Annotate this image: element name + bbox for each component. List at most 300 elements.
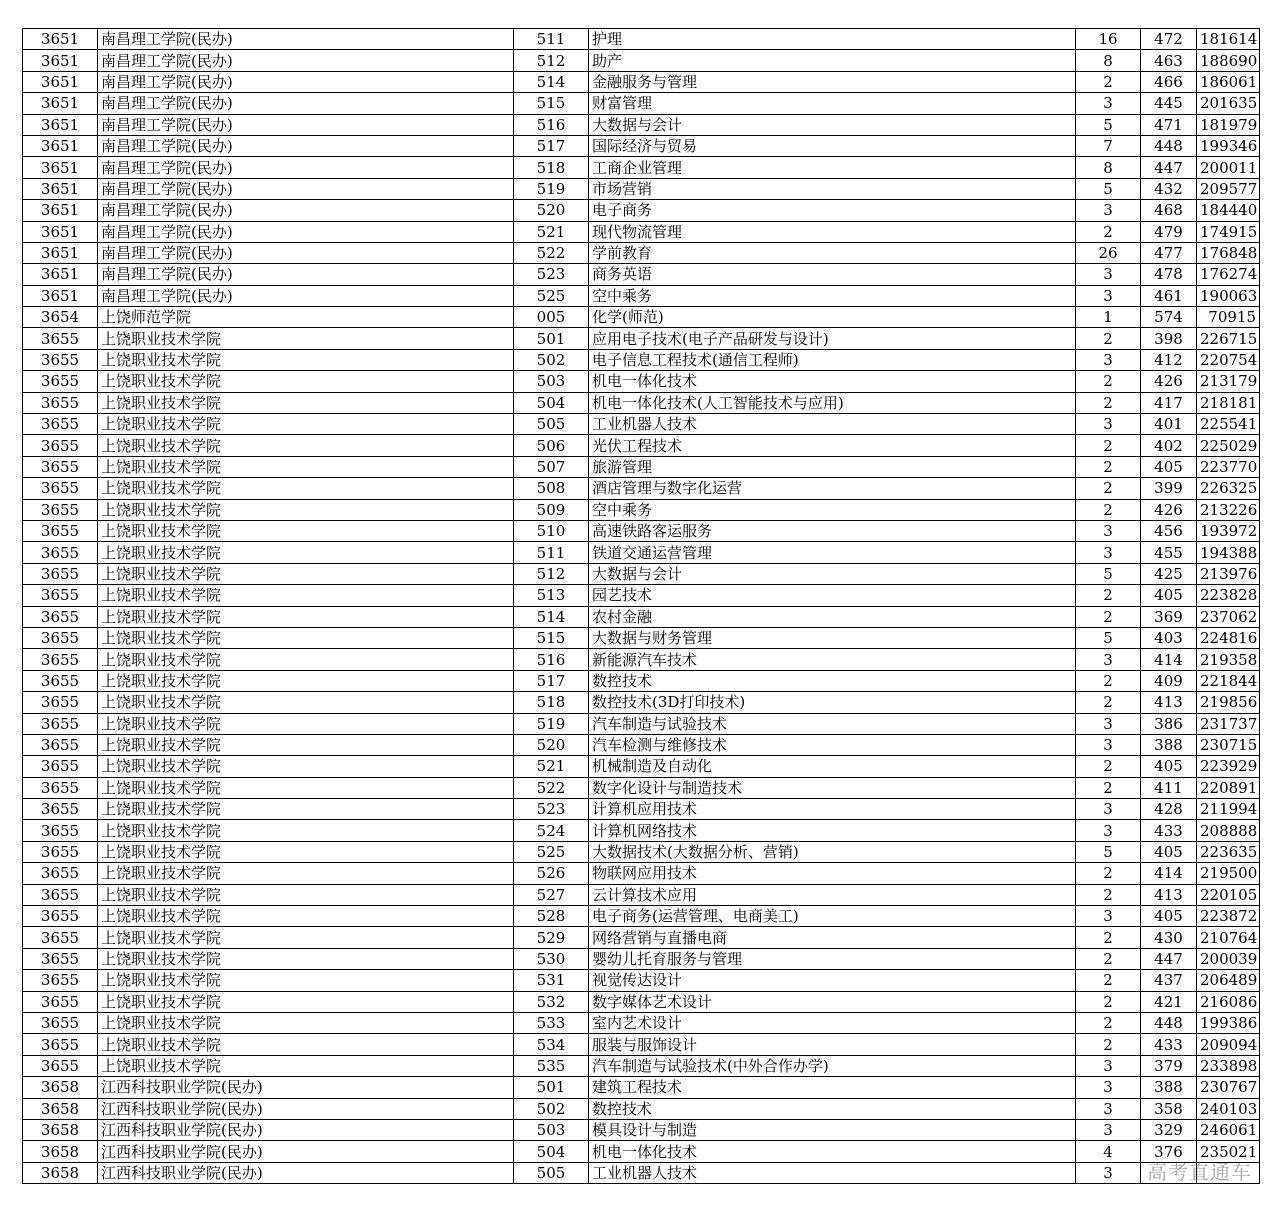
school-name-cell: 江西科技职业学院(民办) (98, 1077, 514, 1098)
school-code-cell: 3655 (23, 627, 98, 648)
min-score-cell: 412 (1141, 349, 1197, 370)
table-row (23, 585, 1260, 606)
min-score-cell: 388 (1141, 1077, 1197, 1098)
table-row (23, 670, 1260, 691)
min-score-cell: 413 (1141, 692, 1197, 713)
rank-cell: 223635 (1197, 841, 1260, 862)
table-row (23, 157, 1260, 178)
school-code-cell: 3658 (23, 1077, 98, 1098)
min-score-cell: 466 (1141, 71, 1197, 92)
rank-cell: 219358 (1197, 649, 1260, 670)
major-code-cell: 524 (514, 820, 589, 841)
table-row (23, 456, 1260, 477)
min-score-cell: 448 (1141, 1012, 1197, 1033)
plan-count-cell: 2 (1076, 328, 1141, 349)
school-code-cell: 3655 (23, 414, 98, 435)
school-name-cell: 上饶职业技术学院 (98, 863, 514, 884)
major-code-cell: 519 (514, 178, 589, 199)
school-code-cell: 3651 (23, 200, 98, 221)
major-code-cell: 512 (514, 563, 589, 584)
min-score-cell: 455 (1141, 542, 1197, 563)
rank-cell: 208888 (1197, 820, 1260, 841)
min-score-cell: 329 (1141, 1119, 1197, 1140)
school-name-cell: 上饶职业技术学院 (98, 734, 514, 755)
major-name-cell: 婴幼儿托育服务与管理 (589, 948, 1076, 969)
school-code-cell: 3655 (23, 478, 98, 499)
rank-cell: 230767 (1197, 1077, 1260, 1098)
school-name-cell: 南昌理工学院(民办) (98, 285, 514, 306)
rank-cell: 221844 (1197, 670, 1260, 691)
major-code-cell: 518 (514, 692, 589, 713)
plan-count-cell: 2 (1076, 970, 1141, 991)
school-name-cell: 上饶职业技术学院 (98, 777, 514, 798)
major-name-cell: 建筑工程技术 (589, 1077, 1076, 1098)
major-name-cell: 数字媒体艺术设计 (589, 991, 1076, 1012)
major-code-cell: 532 (514, 991, 589, 1012)
school-name-cell: 上饶职业技术学院 (98, 349, 514, 370)
school-code-cell: 3655 (23, 649, 98, 670)
rank-cell: 231737 (1197, 713, 1260, 734)
min-score-cell: 398 (1141, 328, 1197, 349)
school-name-cell: 上饶职业技术学院 (98, 585, 514, 606)
plan-count-cell: 3 (1076, 799, 1141, 820)
school-name-cell: 上饶职业技术学院 (98, 991, 514, 1012)
major-code-cell: 502 (514, 349, 589, 370)
school-code-cell: 3655 (23, 948, 98, 969)
major-name-cell: 化学(师范) (589, 307, 1076, 328)
major-code-cell: 521 (514, 221, 589, 242)
major-code-cell: 516 (514, 649, 589, 670)
rank-cell: 186061 (1197, 71, 1260, 92)
plan-count-cell: 2 (1076, 392, 1141, 413)
table-row (23, 606, 1260, 627)
table-row (23, 114, 1260, 135)
major-name-cell: 电子信息工程技术(通信工程师) (589, 349, 1076, 370)
major-code-cell: 509 (514, 499, 589, 520)
school-name-cell: 上饶职业技术学院 (98, 520, 514, 541)
major-name-cell: 农村金融 (589, 606, 1076, 627)
school-code-cell: 3655 (23, 970, 98, 991)
major-name-cell: 金融服务与管理 (589, 71, 1076, 92)
table-row (23, 520, 1260, 541)
table-row (23, 178, 1260, 199)
major-name-cell: 财富管理 (589, 93, 1076, 114)
table-row (23, 542, 1260, 563)
table-row (23, 1141, 1260, 1162)
school-code-cell: 3655 (23, 1012, 98, 1033)
school-code-cell: 3655 (23, 585, 98, 606)
rank-cell: 206489 (1197, 970, 1260, 991)
min-score-cell: 445 (1141, 93, 1197, 114)
school-code-cell: 3655 (23, 777, 98, 798)
major-code-cell: 505 (514, 414, 589, 435)
school-name-cell: 上饶职业技术学院 (98, 756, 514, 777)
school-name-cell: 上饶职业技术学院 (98, 649, 514, 670)
plan-count-cell: 5 (1076, 627, 1141, 648)
major-name-cell: 电子商务 (589, 200, 1076, 221)
school-name-cell: 上饶职业技术学院 (98, 563, 514, 584)
min-score-cell: 472 (1141, 29, 1197, 50)
major-code-cell: 531 (514, 970, 589, 991)
table-row (23, 563, 1260, 584)
school-name-cell: 上饶职业技术学院 (98, 841, 514, 862)
school-name-cell: 南昌理工学院(民办) (98, 264, 514, 285)
major-code-cell: 505 (514, 1162, 589, 1183)
rank-cell: 237062 (1197, 606, 1260, 627)
school-code-cell: 3651 (23, 114, 98, 135)
plan-count-cell: 3 (1076, 1162, 1141, 1183)
plan-count-cell: 2 (1076, 456, 1141, 477)
school-name-cell: 南昌理工学院(民办) (98, 242, 514, 263)
rank-cell: 181979 (1197, 114, 1260, 135)
rank-cell: 213226 (1197, 499, 1260, 520)
major-name-cell: 网络营销与直播电商 (589, 927, 1076, 948)
school-code-cell: 3651 (23, 157, 98, 178)
major-name-cell: 服装与服饰设计 (589, 1034, 1076, 1055)
table-row (23, 1077, 1260, 1098)
school-name-cell: 上饶职业技术学院 (98, 456, 514, 477)
major-name-cell: 酒店管理与数字化运营 (589, 478, 1076, 499)
major-name-cell: 云计算技术应用 (589, 884, 1076, 905)
major-code-cell: 510 (514, 520, 589, 541)
plan-count-cell: 2 (1076, 1012, 1141, 1033)
rank-cell: 219500 (1197, 863, 1260, 884)
min-score-cell: 425 (1141, 563, 1197, 584)
school-code-cell: 3655 (23, 713, 98, 734)
rank-cell: 176848 (1197, 242, 1260, 263)
rank-cell: 201635 (1197, 93, 1260, 114)
school-name-cell: 上饶职业技术学院 (98, 927, 514, 948)
major-code-cell: 534 (514, 1034, 589, 1055)
school-code-cell: 3651 (23, 264, 98, 285)
min-score-cell: 426 (1141, 499, 1197, 520)
school-name-cell: 上饶职业技术学院 (98, 713, 514, 734)
school-name-cell: 南昌理工学院(民办) (98, 71, 514, 92)
table-row (23, 242, 1260, 263)
major-name-cell: 数控技术 (589, 670, 1076, 691)
school-name-cell: 上饶职业技术学院 (98, 1012, 514, 1033)
school-code-cell: 3655 (23, 563, 98, 584)
min-score-cell: 413 (1141, 884, 1197, 905)
school-name-cell: 上饶职业技术学院 (98, 799, 514, 820)
rank-cell: 223929 (1197, 756, 1260, 777)
plan-count-cell: 5 (1076, 841, 1141, 862)
plan-count-cell: 2 (1076, 606, 1141, 627)
plan-count-cell: 2 (1076, 927, 1141, 948)
min-score-cell: 405 (1141, 456, 1197, 477)
rank-cell: 224816 (1197, 627, 1260, 648)
school-name-cell: 南昌理工学院(民办) (98, 29, 514, 50)
major-name-cell: 物联网应用技术 (589, 863, 1076, 884)
major-name-cell: 国际经济与贸易 (589, 135, 1076, 156)
school-code-cell: 3655 (23, 1055, 98, 1076)
min-score-cell: 405 (1141, 841, 1197, 862)
school-name-cell: 上饶职业技术学院 (98, 820, 514, 841)
major-code-cell: 528 (514, 906, 589, 927)
min-score-cell: 479 (1141, 221, 1197, 242)
min-score-cell: 405 (1141, 585, 1197, 606)
plan-count-cell: 3 (1076, 1055, 1141, 1076)
rank-cell: 235021 (1197, 1141, 1260, 1162)
major-name-cell: 空中乘务 (589, 499, 1076, 520)
rank-cell: 220754 (1197, 349, 1260, 370)
min-score-cell: 574 (1141, 307, 1197, 328)
major-name-cell: 汽车制造与试验技术 (589, 713, 1076, 734)
min-score-cell: 411 (1141, 777, 1197, 798)
major-code-cell: 522 (514, 242, 589, 263)
min-score-cell: 405 (1141, 756, 1197, 777)
school-name-cell: 江西科技职业学院(民办) (98, 1098, 514, 1119)
school-name-cell: 上饶职业技术学院 (98, 328, 514, 349)
major-code-cell: 513 (514, 585, 589, 606)
table-row (23, 970, 1260, 991)
table-row (23, 414, 1260, 435)
school-name-cell: 上饶职业技术学院 (98, 542, 514, 563)
major-code-cell: 525 (514, 841, 589, 862)
major-name-cell: 旅游管理 (589, 456, 1076, 477)
school-name-cell: 南昌理工学院(民办) (98, 200, 514, 221)
rank-cell: 233898 (1197, 1055, 1260, 1076)
school-name-cell: 江西科技职业学院(民办) (98, 1162, 514, 1183)
major-name-cell: 大数据与财务管理 (589, 627, 1076, 648)
school-name-cell: 上饶职业技术学院 (98, 692, 514, 713)
school-code-cell: 3651 (23, 71, 98, 92)
plan-count-cell: 3 (1076, 1119, 1141, 1140)
plan-count-cell: 3 (1076, 93, 1141, 114)
school-name-cell: 上饶职业技术学院 (98, 499, 514, 520)
rank-cell: 190063 (1197, 285, 1260, 306)
school-code-cell: 3651 (23, 135, 98, 156)
school-name-cell: 南昌理工学院(民办) (98, 157, 514, 178)
school-code-cell: 3655 (23, 863, 98, 884)
table-row (23, 799, 1260, 820)
school-code-cell: 3655 (23, 349, 98, 370)
plan-count-cell: 3 (1076, 820, 1141, 841)
school-name-cell: 上饶职业技术学院 (98, 478, 514, 499)
school-code-cell: 3655 (23, 906, 98, 927)
plan-count-cell: 16 (1076, 29, 1141, 50)
school-code-cell: 3655 (23, 328, 98, 349)
school-code-cell: 3651 (23, 285, 98, 306)
table-row (23, 906, 1260, 927)
school-name-cell: 南昌理工学院(民办) (98, 50, 514, 71)
school-name-cell: 上饶职业技术学院 (98, 627, 514, 648)
major-code-cell: 514 (514, 606, 589, 627)
plan-count-cell: 2 (1076, 478, 1141, 499)
major-name-cell: 模具设计与制造 (589, 1119, 1076, 1140)
min-score-cell: 405 (1141, 906, 1197, 927)
plan-count-cell: 2 (1076, 499, 1141, 520)
major-code-cell: 523 (514, 264, 589, 285)
school-code-cell: 3658 (23, 1162, 98, 1183)
major-code-cell: 517 (514, 670, 589, 691)
plan-count-cell: 3 (1076, 200, 1141, 221)
table-row (23, 1034, 1260, 1055)
school-code-cell: 3655 (23, 670, 98, 691)
table-row (23, 499, 1260, 520)
plan-count-cell: 26 (1076, 242, 1141, 263)
plan-count-cell: 2 (1076, 371, 1141, 392)
rank-cell: 219856 (1197, 692, 1260, 713)
plan-count-cell: 5 (1076, 563, 1141, 584)
min-score-cell: 461 (1141, 285, 1197, 306)
min-score-cell: 417 (1141, 392, 1197, 413)
table-row (23, 328, 1260, 349)
rank-cell: 199346 (1197, 135, 1260, 156)
school-code-cell: 3655 (23, 820, 98, 841)
min-score-cell: 399 (1141, 478, 1197, 499)
school-name-cell: 上饶职业技术学院 (98, 884, 514, 905)
school-name-cell: 上饶职业技术学院 (98, 414, 514, 435)
plan-count-cell: 2 (1076, 692, 1141, 713)
min-score-cell: 379 (1141, 1055, 1197, 1076)
rank-cell: 225029 (1197, 435, 1260, 456)
school-code-cell: 3655 (23, 392, 98, 413)
table-row (23, 285, 1260, 306)
plan-count-cell: 2 (1076, 777, 1141, 798)
rank-cell: 181614 (1197, 29, 1260, 50)
plan-count-cell: 2 (1076, 585, 1141, 606)
major-code-cell: 529 (514, 927, 589, 948)
min-score-cell: 401 (1141, 414, 1197, 435)
school-code-cell: 3658 (23, 1098, 98, 1119)
table-row (23, 734, 1260, 755)
school-name-cell: 江西科技职业学院(民办) (98, 1119, 514, 1140)
major-name-cell: 工商企业管理 (589, 157, 1076, 178)
major-code-cell: 519 (514, 713, 589, 734)
school-code-cell: 3655 (23, 435, 98, 456)
rank-cell: 225541 (1197, 414, 1260, 435)
school-code-cell: 3655 (23, 606, 98, 627)
rank-cell: 176274 (1197, 264, 1260, 285)
school-code-cell: 3655 (23, 499, 98, 520)
table-row (23, 627, 1260, 648)
school-code-cell: 3655 (23, 1034, 98, 1055)
school-code-cell: 3655 (23, 734, 98, 755)
school-code-cell: 3651 (23, 29, 98, 50)
major-code-cell: 511 (514, 542, 589, 563)
major-name-cell: 机电一体化技术(人工智能技术与应用) (589, 392, 1076, 413)
school-name-cell: 上饶职业技术学院 (98, 1034, 514, 1055)
major-code-cell: 526 (514, 863, 589, 884)
major-name-cell: 室内艺术设计 (589, 1012, 1076, 1033)
rank-cell: 226325 (1197, 478, 1260, 499)
school-name-cell: 上饶职业技术学院 (98, 906, 514, 927)
table-row (23, 135, 1260, 156)
school-code-cell: 3655 (23, 841, 98, 862)
table-row (23, 307, 1260, 328)
major-code-cell: 506 (514, 435, 589, 456)
table-row (23, 777, 1260, 798)
major-name-cell: 现代物流管理 (589, 221, 1076, 242)
table-row (23, 435, 1260, 456)
major-name-cell: 计算机网络技术 (589, 820, 1076, 841)
school-code-cell: 3655 (23, 456, 98, 477)
school-name-cell: 上饶职业技术学院 (98, 970, 514, 991)
school-code-cell: 3651 (23, 50, 98, 71)
rank-cell: 213976 (1197, 563, 1260, 584)
min-score-cell: 426 (1141, 371, 1197, 392)
school-code-cell: 3651 (23, 178, 98, 199)
plan-count-cell: 7 (1076, 135, 1141, 156)
major-code-cell: 530 (514, 948, 589, 969)
school-name-cell: 江西科技职业学院(民办) (98, 1141, 514, 1162)
table-row (23, 948, 1260, 969)
rank-cell: 226715 (1197, 328, 1260, 349)
rank-cell: 213179 (1197, 371, 1260, 392)
major-code-cell: 504 (514, 1141, 589, 1162)
table-row (23, 820, 1260, 841)
major-name-cell: 计算机应用技术 (589, 799, 1076, 820)
min-score-cell: 388 (1141, 734, 1197, 755)
school-name-cell: 上饶职业技术学院 (98, 606, 514, 627)
school-code-cell: 3655 (23, 542, 98, 563)
school-name-cell: 上饶师范学院 (98, 307, 514, 328)
table-row (23, 1055, 1260, 1076)
major-code-cell: 527 (514, 884, 589, 905)
major-name-cell: 大数据与会计 (589, 563, 1076, 584)
rank-cell: 223828 (1197, 585, 1260, 606)
admission-table (22, 28, 1260, 1184)
plan-count-cell: 4 (1076, 1141, 1141, 1162)
min-score-cell: 414 (1141, 649, 1197, 670)
table-row (23, 863, 1260, 884)
major-name-cell: 铁道交通运营管理 (589, 542, 1076, 563)
table-row (23, 841, 1260, 862)
major-code-cell: 520 (514, 200, 589, 221)
rank-cell: 184440 (1197, 200, 1260, 221)
major-name-cell: 视觉传达设计 (589, 970, 1076, 991)
plan-count-cell: 8 (1076, 50, 1141, 71)
school-code-cell: 3651 (23, 242, 98, 263)
min-score-cell: 430 (1141, 927, 1197, 948)
table-row (23, 1098, 1260, 1119)
rank-cell: 209094 (1197, 1034, 1260, 1055)
school-code-cell: 3655 (23, 520, 98, 541)
plan-count-cell: 3 (1076, 649, 1141, 670)
plan-count-cell: 3 (1076, 414, 1141, 435)
major-name-cell: 商务英语 (589, 264, 1076, 285)
major-code-cell: 515 (514, 93, 589, 114)
rank-cell: 223872 (1197, 906, 1260, 927)
min-score-cell: 447 (1141, 157, 1197, 178)
table-row (23, 1162, 1260, 1183)
rank-cell: 223770 (1197, 456, 1260, 477)
min-score-cell: 358 (1141, 1098, 1197, 1119)
major-code-cell: 516 (514, 114, 589, 135)
min-score-cell: 369 (1141, 606, 1197, 627)
major-code-cell: 005 (514, 307, 589, 328)
school-code-cell: 3658 (23, 1141, 98, 1162)
major-name-cell: 助产 (589, 50, 1076, 71)
major-name-cell: 光伏工程技术 (589, 435, 1076, 456)
major-name-cell: 应用电子技术(电子产品研发与设计) (589, 328, 1076, 349)
table-row (23, 29, 1260, 50)
min-score-cell: 433 (1141, 1034, 1197, 1055)
rank-cell: 188690 (1197, 50, 1260, 71)
major-code-cell: 515 (514, 627, 589, 648)
table-row (23, 1012, 1260, 1033)
school-code-cell: 3655 (23, 799, 98, 820)
table-row (23, 93, 1260, 114)
min-score-cell: 432 (1141, 178, 1197, 199)
school-name-cell: 上饶职业技术学院 (98, 1055, 514, 1076)
school-code-cell: 3654 (23, 307, 98, 328)
table-row (23, 884, 1260, 905)
plan-count-cell: 5 (1076, 114, 1141, 135)
plan-count-cell: 2 (1076, 221, 1141, 242)
major-name-cell: 机械制造及自动化 (589, 756, 1076, 777)
